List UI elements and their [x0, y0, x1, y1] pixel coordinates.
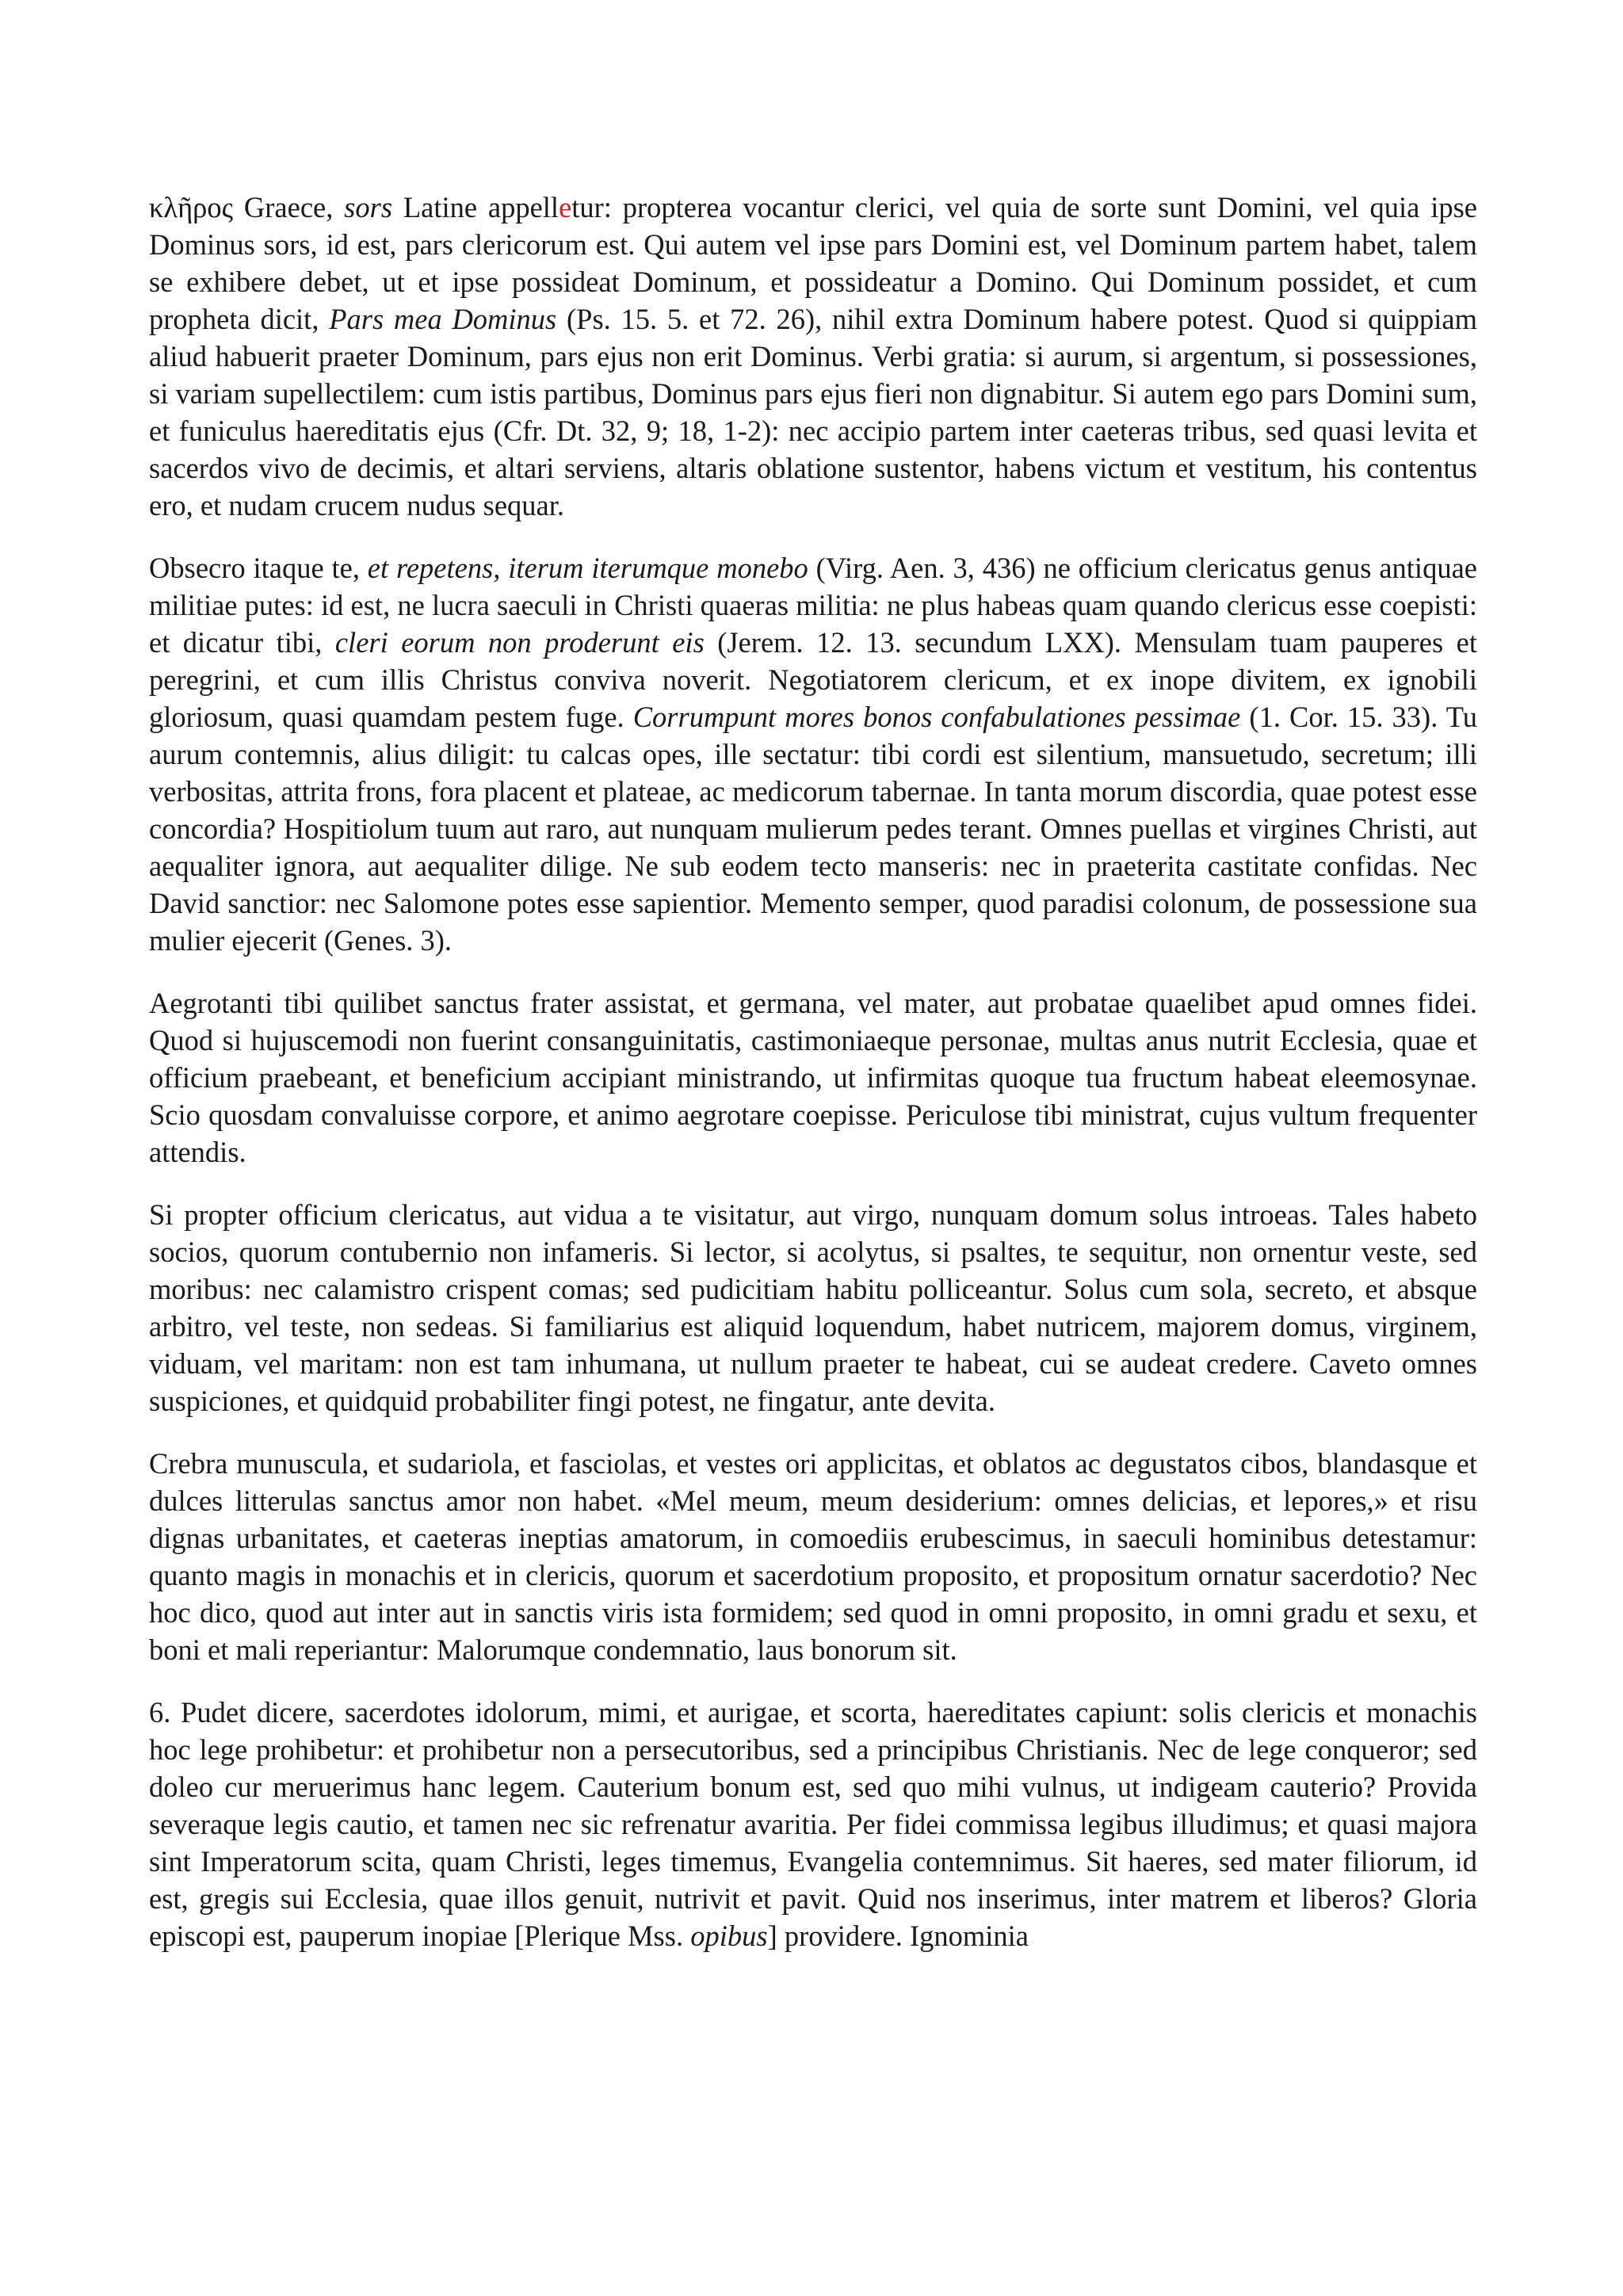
italic-citation: opibus [690, 1920, 768, 1952]
text-run: (Jerem. 12. 13. secundum LXX). Mensulam tuam pauperes et peregrini, et cum illis Christus conviva noverit. Negotiatorem clericum, et ex inope divitem, ex ignobili gloriosum, quasi quamdam pestem fuge. [149, 626, 1477, 733]
paragraph [149, 549, 1477, 959]
italic-citation: et repetens, iterum iterumque monebo [367, 552, 808, 584]
text-run: (1. Cor. 15. 33). Tu aurum contemnis, alius diligit: tu calcas opes, ille sectatur: tibi cordi est silentium, mansuetudo, secretum; illi verbositas, attrita frons, fora placent et plateae, ac medicorum tabernae. In tanta morum discordia, quae potest esse concordia? Hospitiolum tuum aut raro, aut nunquam mulierum pedes terant. Omnes puellas et virgines Christi, aut aequaliter ignora, aut aequaliter dilige. Ne sub eodem tecto manseris: nec in praeterita castitate confidas. Nec David sanctior: nec Salomone potes esse sapientior. Memento semper, quod paradisi colonum, de possessione sua mulier ejecerit (Genes. 3). [149, 701, 1477, 957]
paragraph [149, 189, 1477, 524]
text-run: Obsecro itaque te, [149, 552, 368, 584]
italic-citation: sors [344, 191, 393, 223]
paragraph [149, 984, 1477, 1171]
text-run: Crebra munuscula, et sudariola, et fasciolas, et vestes ori applicitas, et oblatos ac degustatos cibos, blandasque et dulces litterulas sanctus amor non habet. «Mel meum, meum desiderium: omnes delicias, et lepores,» et risu dignas urbanitates, et caeteras ineptias amatorum, in comoediis erubescimus, in saeculi hominibus detestamur: quanto magis in monachis et in clericis, quorum et sacerdotium proposito, et propositum ornatur sacerdotio? Nec hoc dico, quod aut inter aut in sanctis viris ista formidem; sed quod in omni proposito, in omni gradu et sexu, et boni et mali reperiantur: Malorumque condemnatio, laus bonorum sit. [149, 1447, 1477, 1666]
paragraph [149, 1694, 1477, 1954]
text-run: 6. Pudet dicere, sacerdotes idolorum, mimi, et aurigae, et scorta, haereditates capiunt: solis clericis et monachis hoc lege prohibetur: et prohibetur non a persecutoribus, sed a principibus Christianis. Nec de lege conqueror; sed doleo cur meruerimus hanc legem. Cauterium bonum est, sed quo mihi vulnus, ut indigeam cauterio? Provida severaque legis cautio, et tamen nec sic refrenatur avaritia. Per fidei commissa legibus illudimus; et quasi majora sint Imperatorum scita, quam Christi, leges timemus, Evangelia contemnimus. Sit haeres, sed mater filiorum, id est, gregis sui Ecclesia, quae illos genuit, nutrivit et pavit. Quid nos inserimus, inter matrem et liberos? Gloria episcopi est, pauperum inopiae [Plerique Mss. [149, 1696, 1477, 1952]
highlighted-letter: e [559, 191, 572, 223]
italic-citation: cleri eorum non proderunt eis [334, 626, 705, 659]
text-run: Si propter officium clericatus, aut vidua a te visitatur, aut virgo, nunquam domum solus introeas. Tales habeto socios, quorum contubernio non infameris. Si lector, si acolytus, si psaltes, te sequitur, non ornentur veste, sed moribus: nec calamistro crispent comas; sed pudicitiam habitu polliceantur. Solus cum sola, secreto, et absque arbitro, vel teste, non sedeas. Si familiarius est aliquid loquendum, habet nutricem, majorem domus, virginem, viduam, vel maritam: non est tam inhumana, ut nullum praeter te habeat, cui se audeat credere. Caveto omnes suspiciones, et quidquid probabiliter fingi potest, ne fingatur, ante devita. [149, 1198, 1477, 1417]
text-run: κλῆρος Graece, [149, 191, 345, 223]
text-run: Aegrotanti tibi quilibet sanctus frater assistat, et germana, vel mater, aut probatae quaelibet apud omnes fidei. Quod si hujuscemodi non fuerint consanguinitatis, castimoniaeque personae, multas anus nutrit Ecclesia, quae et officium praebeant, et beneficium accipiant ministrando, ut infirmitas quoque tua fructum habeat eleemosynae. Scio quosdam convaluisse corpore, et animo aegrotare coepisse. Periculose tibi ministrat, cujus vultum frequenter attendis. [149, 987, 1477, 1168]
italic-citation: Corrumpunt mores bonos confabulationes pessimae [632, 701, 1241, 733]
paragraph [149, 1445, 1477, 1668]
text-run: (Virg. Aen. 3, 436) ne officium clericatus genus antiquae militiae putes: id est, ne lucra saeculi in Christi quaeras militia: ne plus habeas quam quando clericus esse coepisti: et dicatur tibi, [149, 552, 1477, 659]
text-run: Latine appell [392, 191, 559, 223]
document-page [149, 189, 1477, 1954]
text-run: ] providere. Ignominia [767, 1920, 1029, 1952]
text-run: (Ps. 15. 5. et 72. 26), nihil extra Dominum habere potest. Quod si quippiam aliud habuerit praeter Dominum, pars ejus non erit Dominus. Verbi gratia: si aurum, si argentum, si possessiones, si variam supellectilem: cum istis partibus, Dominus pars ejus fieri non dignabitur. Si autem ego pars Domini sum, et funiculus haereditatis ejus (Cfr. Dt. 32, 9; 18, 1-2): nec accipio partem inter caeteras tribus, sed quasi levita et sacerdos vivo de decimis, et altari serviens, altaris oblatione sustentor, habens victum et vestitum, his contentus ero, et nudam crucem nudus sequar. [149, 303, 1478, 521]
text-run: tur: propterea vocantur clerici, vel quia de sorte sunt Domini, vel quia ipse Dominus sors, id est, pars clericorum est. Qui autem vel ipse pars Domini est, vel Dominum partem habet, talem se exhibere debet, ut et ipse possideat Dominum, et possideatur a Domino. Qui Dominum possidet, et cum propheta dicit, [149, 191, 1477, 335]
paragraph [149, 1196, 1477, 1419]
italic-citation: Pars mea Dominus [329, 303, 557, 335]
